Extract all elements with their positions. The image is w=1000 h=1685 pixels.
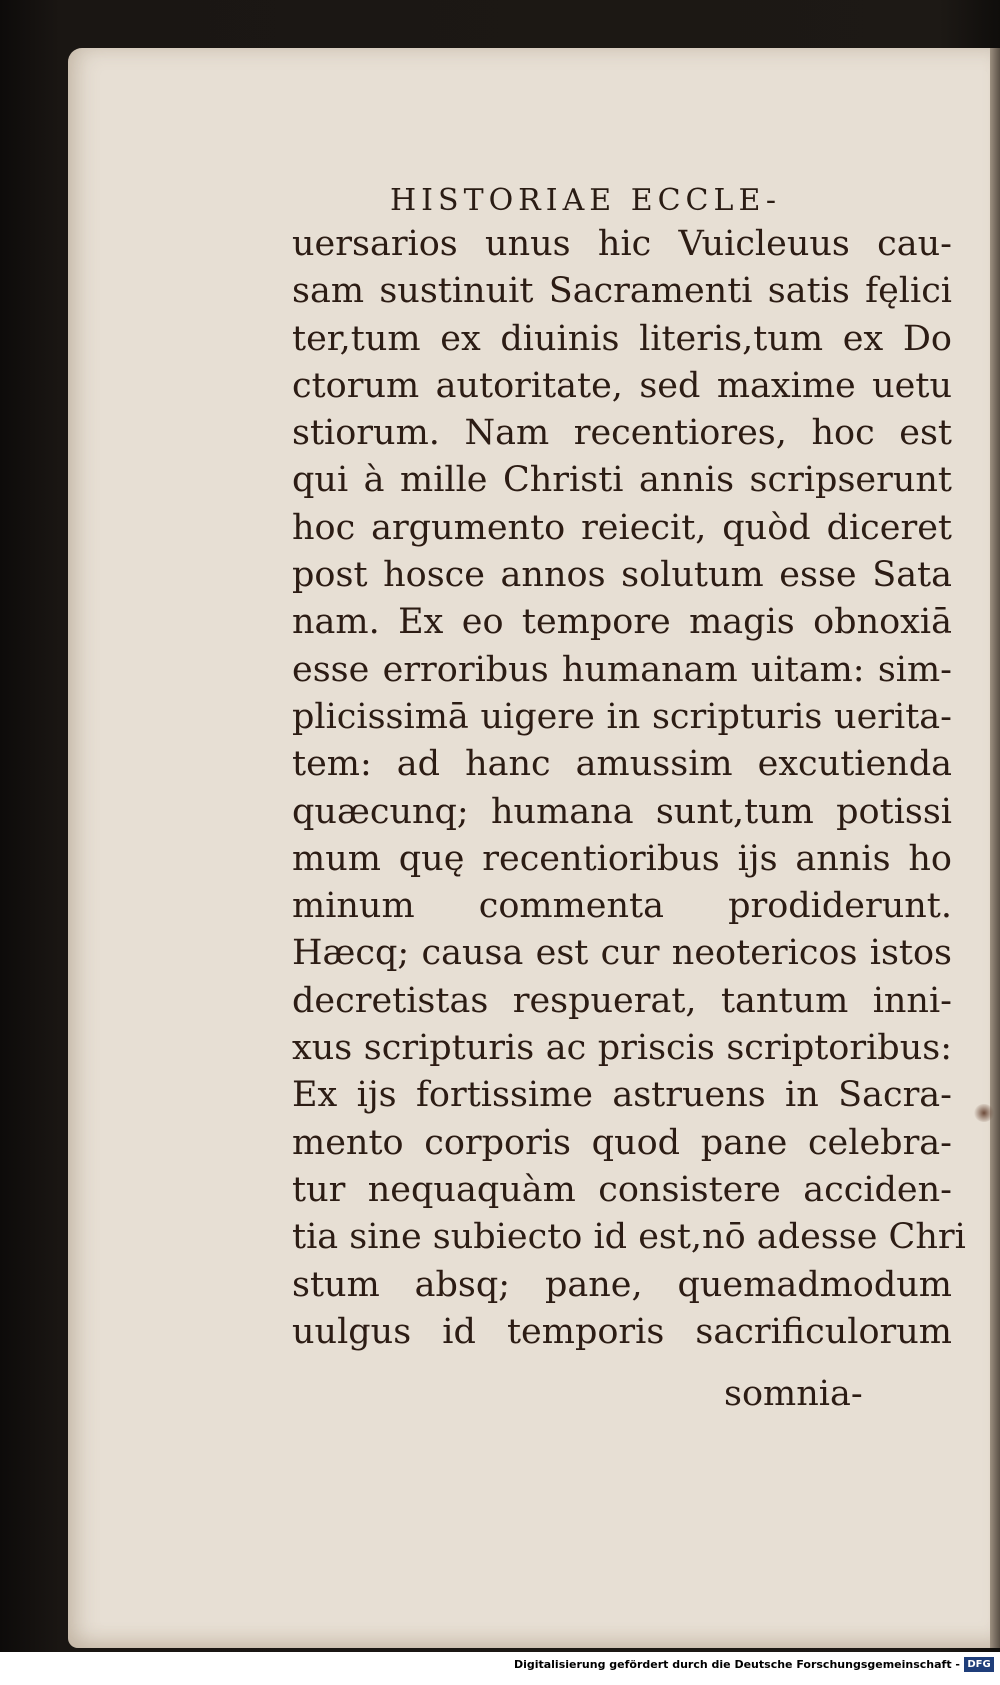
page-edge: [990, 48, 1000, 1648]
text-line: uulgus id temporis sacrificulorum: [292, 1311, 952, 1352]
text-line: mum quę recentioribus ijs annis ho: [292, 838, 952, 879]
funding-credit: Digitalisierung gefördert durch die Deutsche Forschungsgemeinschaft -: [513, 1658, 960, 1671]
text-line: stum absq; pane, quemadmodum: [292, 1264, 952, 1305]
text-line: hoc argumento reiecit, quòd diceret: [292, 507, 952, 548]
text-line: ctorum autoritate, sed maxime uetu: [292, 365, 952, 406]
text-line: tia sine subiecto id est,nō adesse Chri: [292, 1217, 966, 1258]
body-text: [292, 221, 966, 1356]
text-line: post hosce annos solutum esse Sata: [292, 555, 952, 596]
dfg-logo-icon: DFG: [964, 1657, 994, 1672]
catchword: somnia-: [724, 1374, 863, 1414]
text-line: qui à mille Christi annis scripserunt: [292, 460, 952, 501]
ink-smudge: [974, 1104, 994, 1122]
text-line: Hæcq; causa est cur neotericos istos: [292, 933, 952, 974]
text-line: quæcunq; humana sunt,tum potissi: [292, 791, 952, 832]
text-line: stiorum. Nam recentiores, hoc est: [292, 413, 952, 454]
text-line: decretistas respuerat, tantum inni-: [292, 980, 952, 1021]
text-line: nam. Ex eo tempore magis obnoxiā: [292, 602, 952, 643]
text-line: minum commenta prodiderunt.: [292, 886, 952, 927]
text-line: uersarios unus hic Vuicleuus cau-: [292, 224, 952, 264]
text-line: mento corporis quod pane celebra-: [292, 1122, 952, 1163]
running-head: HISTORIAE ECCLE-: [390, 183, 782, 218]
text-line: tur nequaquàm consistere acciden-: [292, 1169, 952, 1210]
text-line: plicissimā uigere in scripturis uerita-: [292, 696, 952, 737]
text-line: tem: ad hanc amussim excutienda: [292, 744, 952, 785]
text-line: sam sustinuit Sacramenti satis fęlici: [292, 271, 952, 312]
text-line: Ex ijs fortissime astruens in Sacra-: [292, 1075, 952, 1116]
text-line: ter,tum ex diuinis literis,tum ex Do: [292, 318, 952, 359]
text-line: xus scripturis ac priscis scriptoribus:: [292, 1028, 952, 1069]
text-line: esse erroribus humanam uitam: sim-: [292, 649, 952, 690]
